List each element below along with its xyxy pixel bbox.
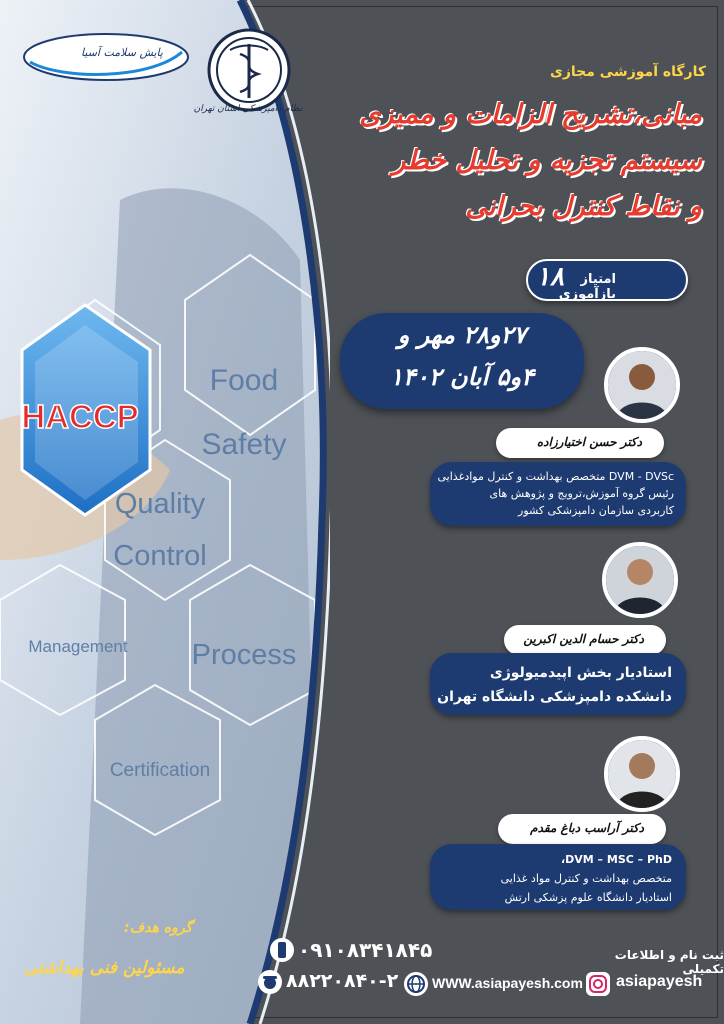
process-word: Process [191,639,297,671]
target-group-label: گروه هدف: [124,920,193,936]
certification-word: Certification [109,760,211,781]
mobile-number[interactable]: ۰۹۱۰۸۳۴۱۸۴۵ [298,938,433,962]
speaker-name: دکتر حسن اختیارزاده [536,435,642,449]
workshop-subtitle: کارگاه آموزشی مجازی [549,64,706,80]
bio-line: رئیس گروه آموزش،ترویج و پژوهش های [489,487,674,500]
management-word: Management [28,637,128,656]
bio-line: دانشکده دامپزشکی دانشگاه تهران [437,689,672,705]
haccp-word: HACCP [21,398,139,435]
phone-icon [258,970,282,994]
speaker-1-bio [430,462,686,526]
bio-line: کاربردی سازمان دامپزشکی کشور [518,504,674,517]
speaker-2-bio [430,653,686,715]
speaker-3-bio [430,844,686,910]
safety-word: Safety [201,428,287,461]
asia-payesh-logo [22,32,190,82]
date-line: ۲۷و۲۸ مهر و [397,321,527,349]
points-number: ۱۸ [536,262,564,292]
speaker-1-avatar [604,347,680,423]
globe-icon [404,972,428,996]
person-icon [608,351,676,419]
speaker-name: دکتر آراسب دباغ مقدم [530,821,644,835]
instagram-handle[interactable]: asiapayesh [616,973,703,990]
bio-line: متخصص بهداشت و کنترل مواد غذایی [500,872,672,885]
dates-box [340,313,584,409]
instagram-icon [586,972,610,996]
haccp-illustration [0,0,330,1024]
website-link[interactable]: WWW.asiapayesh.com [432,975,583,991]
vet-logo-caption: نظام دامپزشکی استان تهران [193,104,303,114]
title-line: سیستم تجزیه و تحلیل خطر [392,145,702,176]
points-label: امتیاز بازآموزی [558,272,616,302]
person-icon [606,546,674,614]
person-icon [608,740,676,808]
title-line: مبانی،تشریح الزامات و ممیزی [359,99,702,130]
mobile-icon [270,938,294,962]
bio-line: استادیار بخش اپیدمیولوژی [489,665,672,681]
bio-line: DVM – MSC – PhD، [560,853,672,866]
speaker-name: دکتر حسام الدین اکبرین [523,632,644,646]
target-group-value: مسئولین فنی بهداشتی [24,958,185,978]
registration-label: ثبت نام و اطلاعات تکمیلی [614,948,724,976]
bio-line: DVM - DVSc متخصص بهداشت و کنترل موادغذایی [437,470,674,483]
speaker-3-name-tag [498,814,666,844]
speaker-2-avatar [602,542,678,618]
title-line: و نقاط کنترل بحرانی [465,191,702,222]
quality-word: Quality [114,488,206,520]
speaker-1-name-tag [496,428,664,458]
date-line: ۴و۵ آبان ۱۴۰۲ [390,363,534,391]
control-word: Control [113,540,207,572]
haccp-photo-panel [0,0,330,1024]
asia-logo-text: پایش سلامت آسیا [81,46,163,59]
speaker-2-name-tag [504,625,666,655]
credit-points-badge [526,259,688,301]
workshop-title [282,92,702,230]
speaker-3-avatar [604,736,680,812]
bio-line: استادیار دانشگاه علوم پزشکی ارتش [504,891,672,904]
food-word: Food [209,364,279,397]
phone-number[interactable]: ۸۸۲۲۰۸۴۰-۲ [286,970,399,992]
